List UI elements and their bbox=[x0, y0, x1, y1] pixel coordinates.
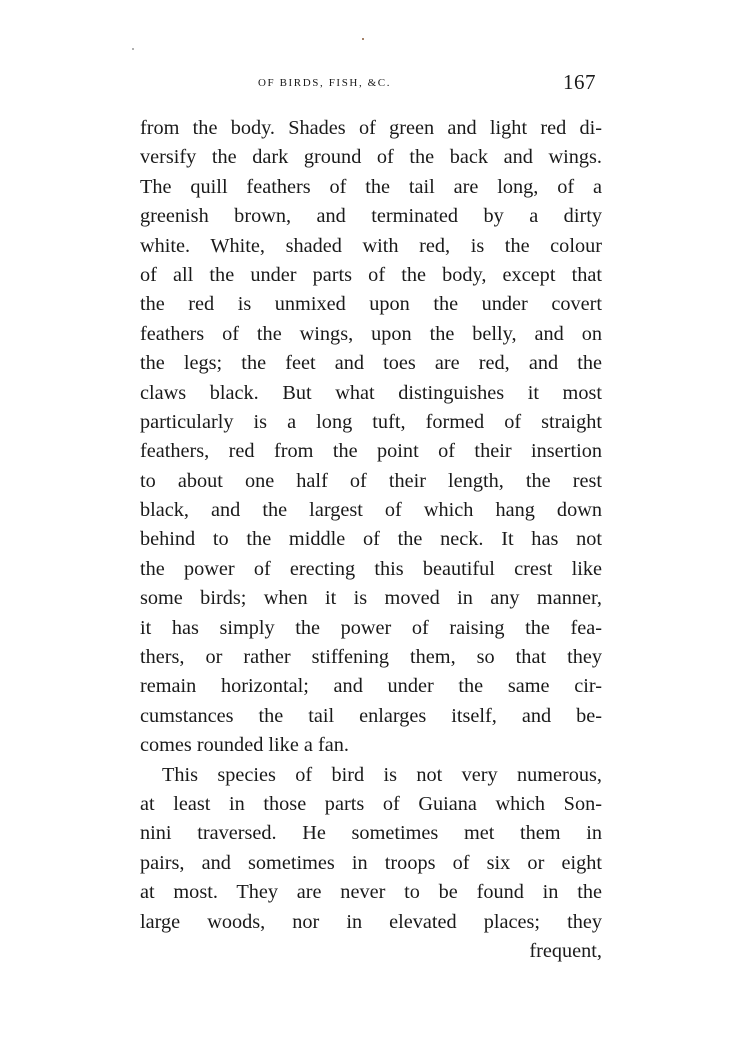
text-line: some birds; when it is moved in any manner, bbox=[140, 587, 602, 610]
text-line: This species of bird is not very numerous, bbox=[162, 763, 602, 786]
text-line: remain horizontal; and under the same cir- bbox=[140, 675, 602, 698]
text-line: of all the under parts of the body, except that bbox=[140, 263, 602, 286]
text-line: nini traversed. He sometimes met them in bbox=[140, 822, 602, 845]
text-line: from the body. Shades of green and light red di- bbox=[140, 117, 602, 139]
text-line: cumstances the tail enlarges itself, and be- bbox=[140, 704, 602, 727]
text-line: at most. They are never to be found in the bbox=[140, 881, 602, 904]
text-line: versify the dark ground of the back and wings. bbox=[140, 146, 602, 169]
text-line: at least in those parts of Guiana which Son- bbox=[140, 792, 602, 815]
paper-speck bbox=[132, 48, 134, 50]
text-line: greenish brown, and terminated by a dirty bbox=[140, 205, 602, 228]
text-line: comes rounded like a fan. bbox=[140, 734, 349, 757]
text-line: black, and the largest of which hang down bbox=[140, 499, 602, 522]
text-line: white. White, shaded with red, is the colour bbox=[140, 234, 602, 257]
text-line: to about one half of their length, the rest bbox=[140, 469, 602, 492]
body-text bbox=[140, 114, 602, 966]
text-line: The quill feathers of the tail are long, of a bbox=[140, 175, 602, 198]
text-line: pairs, and sometimes in troops of six or eight bbox=[140, 851, 602, 874]
running-head bbox=[258, 70, 600, 100]
text-line: large woods, nor in elevated places; they bbox=[140, 910, 602, 933]
paragraph-1 bbox=[140, 114, 602, 761]
text-line: claws black. But what distinguishes it most bbox=[140, 381, 602, 404]
text-line: thers, or rather stiffening them, so that they bbox=[140, 646, 602, 669]
catchword: frequent, bbox=[529, 939, 602, 962]
text-line: the legs; the feet and toes are red, and the bbox=[140, 352, 602, 375]
text-line: it has simply the power of raising the fea- bbox=[140, 616, 602, 639]
paragraph-2 bbox=[140, 761, 602, 937]
text-line: the power of erecting this beautiful crest like bbox=[140, 557, 602, 580]
text-line: feathers of the wings, upon the belly, and on bbox=[140, 322, 602, 345]
running-title: of birds, fish, &c. bbox=[258, 74, 392, 90]
text-line: feathers, red from the point of their insertion bbox=[140, 440, 602, 463]
page-number: 167 bbox=[563, 70, 596, 94]
text-line: behind to the middle of the neck. It has not bbox=[140, 528, 602, 551]
text-line: the red is unmixed upon the under covert bbox=[140, 293, 602, 316]
paper-speck bbox=[362, 38, 364, 40]
text-line: particularly is a long tuft, formed of straight bbox=[140, 410, 602, 433]
